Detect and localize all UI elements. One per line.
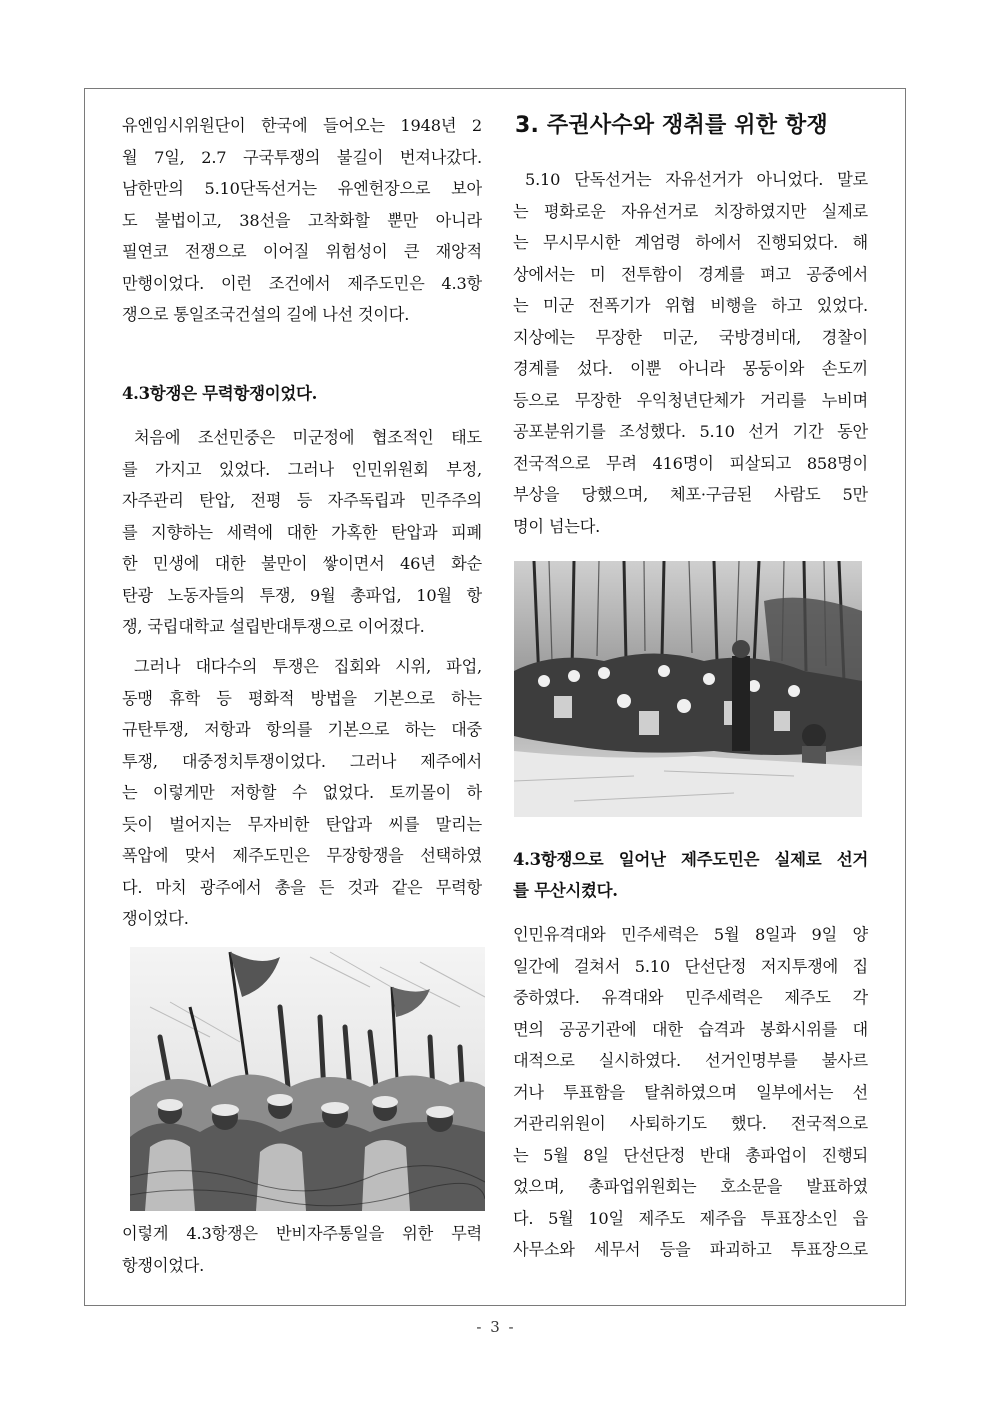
text-line: 처음에 조선민중은 미군정에 협조적인 태도 [134, 428, 482, 447]
subheading-line: 4.3항쟁으로 일어난 제주도민은 실제로 선거 [513, 850, 868, 869]
text-line: 다. 마치 광주에서 총을 든 것과 같은 무력항 [122, 877, 482, 897]
text-line: 그러나 대다수의 투쟁은 집회와 시위, 파업, [134, 657, 482, 676]
text-line: 었으며, 총파업위원회는 호소문을 발표하였 [513, 1177, 868, 1196]
left-paragraph-2 [122, 422, 482, 643]
photo-image [514, 561, 862, 817]
right-subheading [513, 844, 868, 906]
text-line: 인민유격대와 민주세력은 5월 8일과 9일 양 [513, 925, 868, 944]
text-line: 쟁, 국립대학교 설립반대투쟁으로 이어졌다. [122, 617, 425, 636]
text-line: 월 7일, 2.7 구국투쟁의 불길이 번져나갔다. [122, 147, 482, 167]
text-line: 상에서는 미 전투함이 경계를 펴고 공중에서 [513, 264, 868, 284]
text-line: 자주관리 탄압, 전평 등 자주독립과 민주주의 [122, 491, 482, 510]
left-paragraph-1 [122, 110, 482, 331]
text-line: 지상에는 무장한 미군, 국방경비대, 경찰이 [513, 327, 868, 347]
text-line: 중하였다. 유격대와 민주세력은 제주도 각 [513, 988, 868, 1007]
subheading-line: 를 무산시켰다. [513, 881, 618, 900]
text-line: 를 지향하는 세력에 대한 가혹한 탄압과 피폐 [122, 522, 482, 542]
text-line: 유엔임시위원단이 한국에 들어오는 1948년 2 [122, 116, 482, 135]
text-line: 항쟁이었다. [122, 1255, 205, 1275]
text-line: 다. 5월 10일 제주도 제주읍 투표장소인 읍 [513, 1208, 868, 1228]
text-line: 필연코 전쟁으로 이어질 위험성이 큰 재앙적 [122, 242, 482, 261]
text-line: 쟁이었다. [122, 909, 189, 928]
text-line: 는 미군 전폭기가 위협 비행을 하고 있었다. [513, 296, 868, 315]
crowd-photo [514, 561, 862, 817]
text-line: 는 평화로운 자유선거로 치장하였지만 실제로 [513, 201, 868, 221]
text-line: 듯이 벌어지는 무자비한 탄압과 씨를 말리는 [122, 814, 482, 834]
text-line: 공포분위기를 조성했다. 5.10 선거 기간 동안 [513, 422, 868, 441]
text-line: 는 이렇게만 저항할 수 없었다. 토끼몰이 하 [122, 783, 482, 802]
text-line: 만행이었다. 이런 조건에서 제주도민은 4.3항 [122, 273, 482, 293]
left-paragraph-4 [122, 1218, 482, 1281]
right-paragraph-2 [513, 919, 868, 1266]
text-line: 규탄투쟁, 저항과 항의를 기본으로 하는 대중 [122, 720, 482, 739]
text-line: 등으로 무장한 우익청년단체가 거리를 누비며 [513, 390, 868, 410]
uprising-illustration [130, 947, 485, 1211]
text-line: 대적으로 실시하였다. 선거인명부를 불사르 [513, 1051, 868, 1070]
text-line: 를 가지고 있었다. 그러나 인민위원회 부정, [122, 459, 482, 479]
text-line: 투쟁, 대중정치투쟁이었다. 그러나 제주에서 [122, 751, 482, 771]
text-line: 거관리위원이 사퇴하기도 했다. 전국적으로 [513, 1114, 868, 1133]
text-line: 이렇게 4.3항쟁은 반비자주통일을 위한 무력 [122, 1224, 482, 1243]
sketch-drawing [130, 947, 485, 1211]
text-line: 경계를 섰다. 이뿐 아니라 몽둥이와 손도끼 [513, 359, 868, 378]
text-line: 탄광 노동자들의 투쟁, 9월 총파업, 10월 항 [122, 585, 482, 605]
text-line: 면의 공공기관에 대한 습격과 봉화시위를 대 [513, 1019, 868, 1039]
text-line: 명이 넘는다. [513, 516, 601, 536]
text-line: 쟁으로 통일조국건설의 길에 나선 것이다. [122, 305, 410, 324]
text-line: 부상을 당했으며, 체포·구금된 사람도 5만 [513, 485, 868, 504]
text-line: 5.10 단독선거는 자유선거가 아니었다. 말로 [525, 170, 868, 189]
text-line: 는 5월 8일 단선단정 반대 총파업이 진행되 [513, 1145, 868, 1165]
text-line: 사무소와 세무서 등을 파괴하고 투표장으로 [513, 1240, 868, 1259]
text-line: 도 불법이고, 38선을 고착화할 뿐만 아니라 [122, 210, 482, 230]
text-line: 는 무시무시한 계엄령 하에서 진행되었다. 해 [513, 233, 868, 252]
left-paragraph-3 [122, 651, 482, 935]
text-line: 남한만의 5.10단독선거는 유엔헌장으로 보아 [122, 179, 482, 198]
right-paragraph-1 [513, 164, 868, 542]
text-line: 동맹 휴학 등 평화적 방법을 기본으로 하는 [122, 688, 482, 708]
text-line: 일간에 걸쳐서 5.10 단선단정 저지투쟁에 집 [513, 956, 868, 976]
section-title: 3. 주권사수와 쟁취를 위한 항쟁 [515, 113, 828, 138]
page-number: - 3 - [476, 1318, 516, 1336]
text-line: 한 민생에 대한 불만이 쌓이면서 46년 화순 [122, 554, 482, 573]
text-line: 전국적으로 무려 416명이 피살되고 858명이 [513, 453, 868, 473]
left-subheading: 4.3항쟁은 무력항쟁이었다. [122, 384, 318, 403]
text-line: 거나 투표함을 탈취하였으며 일부에서는 선 [513, 1082, 868, 1102]
text-line: 폭압에 맞서 제주도민은 무장항쟁을 선택하였 [122, 846, 482, 865]
